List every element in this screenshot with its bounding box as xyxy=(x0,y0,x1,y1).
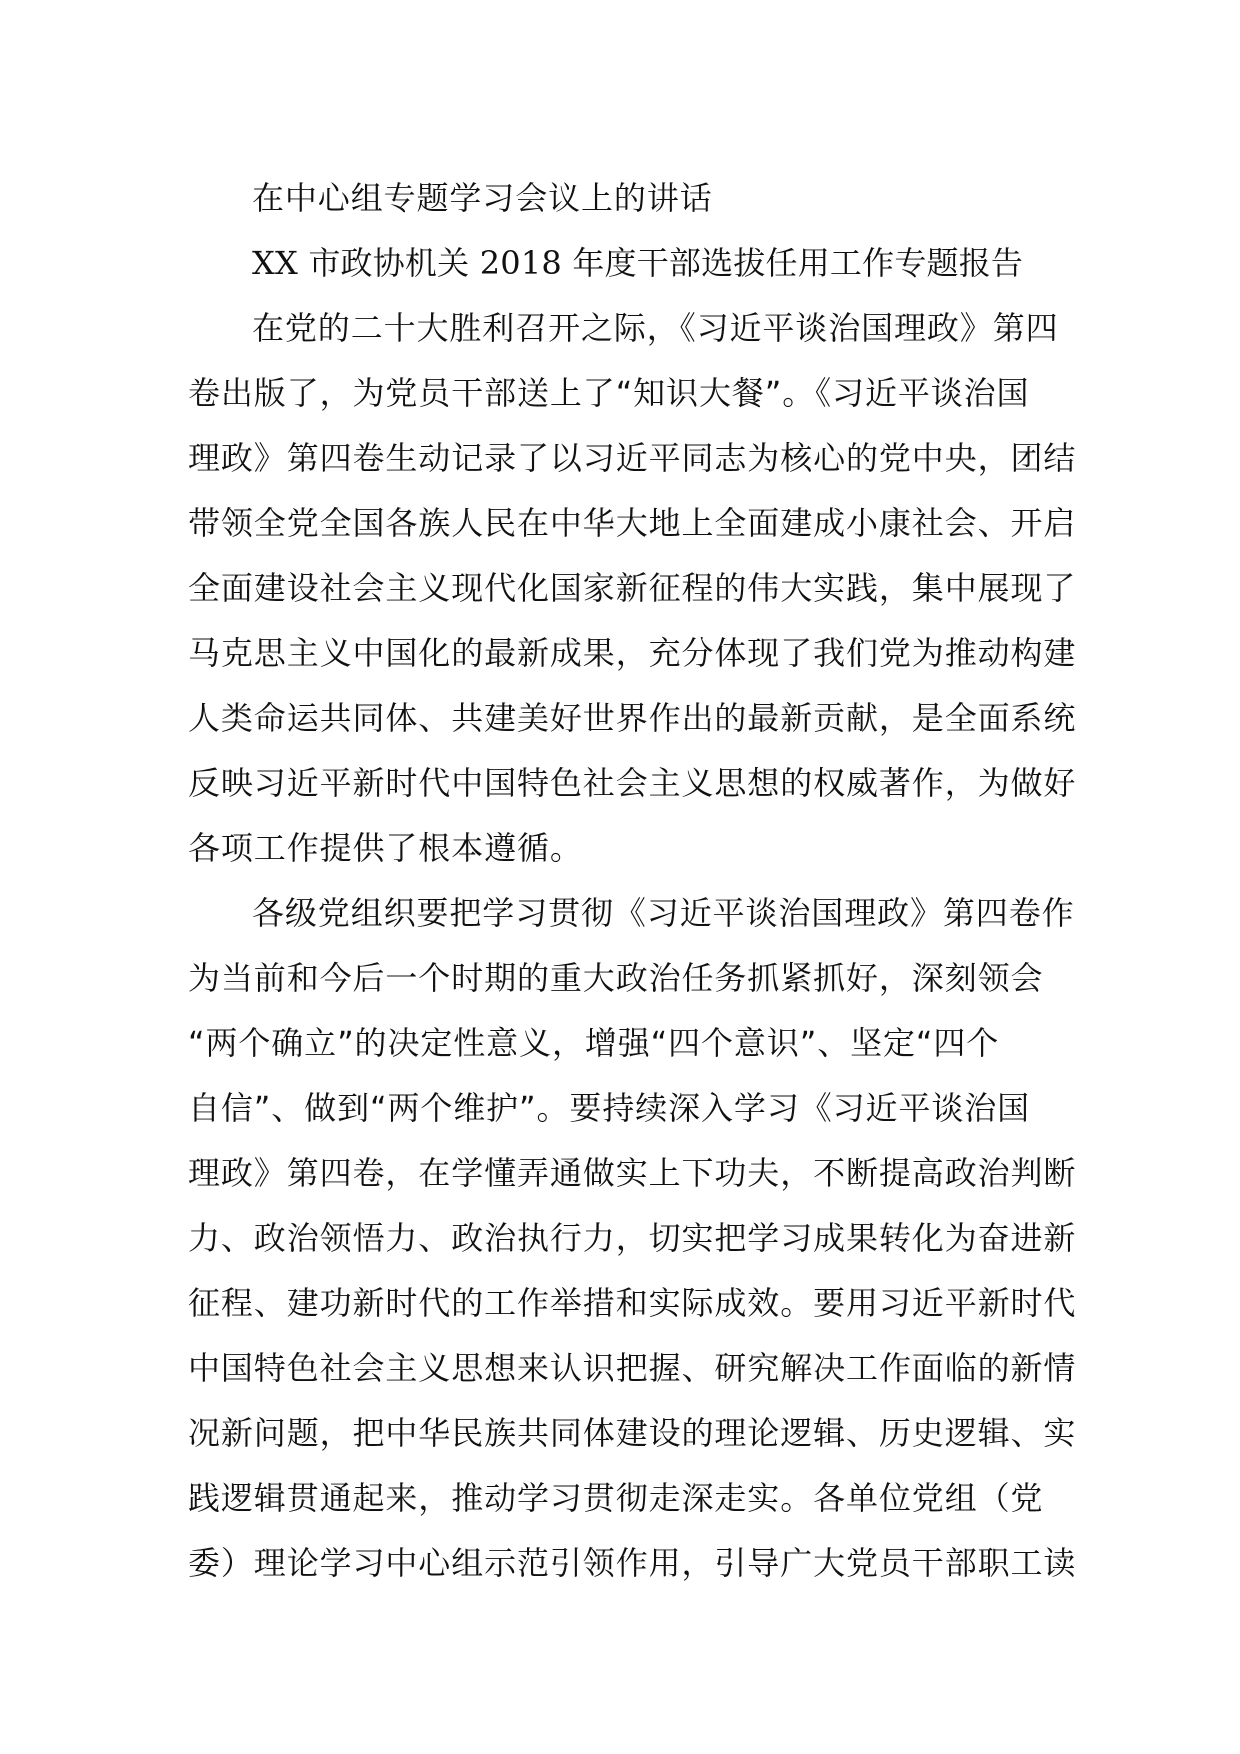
paragraph-line: 人类命运共同体、共建美好世界作出的最新贡献，是全面系统 xyxy=(188,699,1077,737)
paragraph-line: 况新问题，把中华民族共同体建设的理论逻辑、历史逻辑、实 xyxy=(188,1414,1077,1452)
paragraph-line: 马克思主义中国化的最新成果，充分体现了我们党为推动构建 xyxy=(188,634,1077,672)
paragraph-line: 全面建设社会主义现代化国家新征程的伟大实践，集中展现了 xyxy=(188,569,1077,607)
document-body xyxy=(188,166,1077,1596)
paragraph-line: 为当前和今后一个时期的重大政治任务抓紧抓好，深刻领会 xyxy=(188,959,1044,997)
paragraph-line: 理政》第四卷生动记录了以习近平同志为核心的党中央，团结 xyxy=(188,439,1077,477)
paragraph-2 xyxy=(188,881,1077,1596)
paragraph-line: 在党的二十大胜利召开之际，《习近平谈治国理政》第四 xyxy=(252,309,1059,347)
paragraph-line: 践逻辑贯通起来，推动学习贯彻走深走实。各单位党组（党 xyxy=(188,1479,1044,1517)
paragraph-line: 自信”、做到“两个维护”。要持续深入学习《习近平谈治国 xyxy=(188,1089,1031,1127)
paragraph-line: 反映习近平新时代中国特色社会主义思想的权威著作，为做好 xyxy=(188,764,1077,802)
paragraph-line: “两个确立”的决定性意义，增强“四个意识”、坚定“四个 xyxy=(188,1024,1000,1062)
paragraph-line: 力、政治领悟力、政治执行力，切实把学习成果转化为奋进新 xyxy=(188,1219,1077,1257)
paragraph-line: 带领全党全国各族人民在中华大地上全面建成小康社会、开启 xyxy=(188,504,1077,542)
document-subheading: XX 市政协机关 2018 年度干部选拔任用工作专题报告 xyxy=(252,244,1024,282)
paragraph-line: 各级党组织要把学习贯彻《习近平谈治国理政》第四卷作 xyxy=(252,894,1075,932)
paragraph-line: 理政》第四卷，在学懂弄通做实上下功夫，不断提高政治判断 xyxy=(188,1154,1077,1192)
paragraph-line: 征程、建功新时代的工作举措和实际成效。要用习近平新时代 xyxy=(188,1284,1077,1322)
paragraph-line: 委）理论学习中心组示范引领作用，引导广大党员干部职工读 xyxy=(188,1544,1077,1582)
document-heading: 在中心组专题学习会议上的讲话 xyxy=(252,179,713,217)
paragraph-line: 卷出版了，为党员干部送上了“知识大餐”。《习近平谈治国 xyxy=(188,374,1030,412)
paragraph-line: 中国特色社会主义思想来认识把握、研究解决工作面临的新情 xyxy=(188,1349,1077,1387)
paragraph-1 xyxy=(188,296,1077,881)
paragraph-line: 各项工作提供了根本遵循。 xyxy=(188,829,583,867)
